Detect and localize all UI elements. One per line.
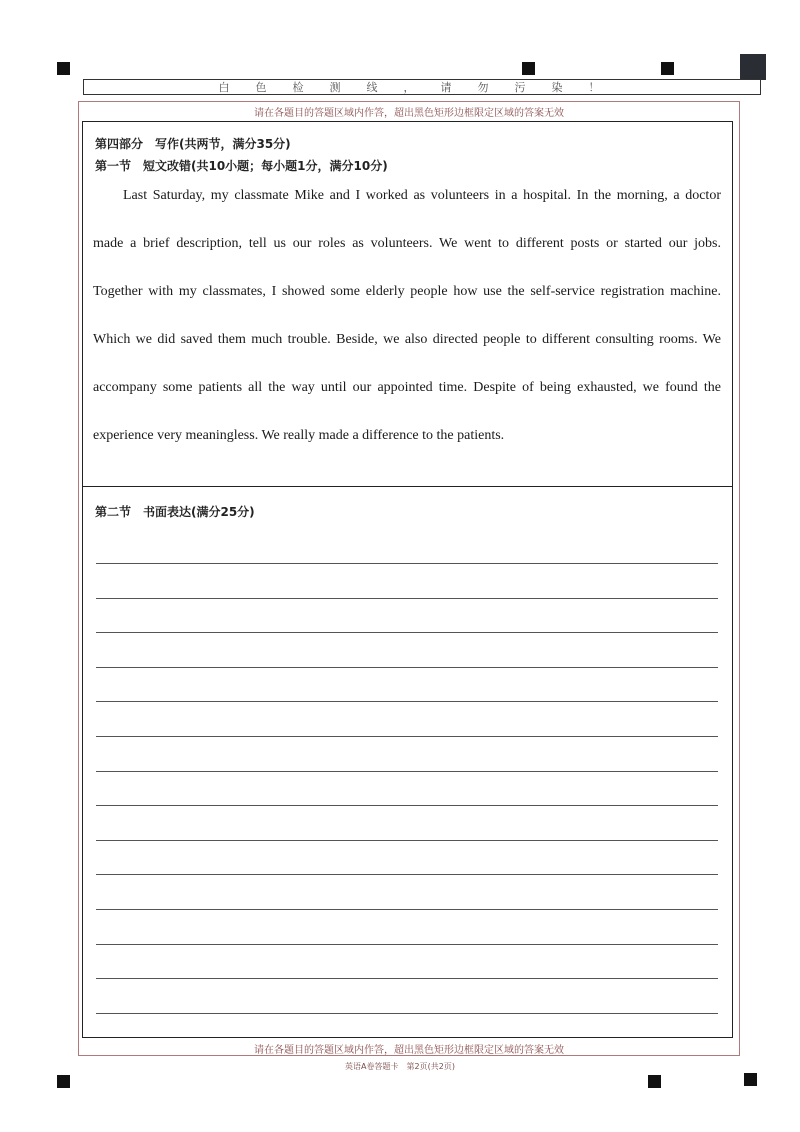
part-title: 第四部分 写作(共两节，满分35分) (95, 137, 291, 151)
registration-marker (740, 54, 766, 80)
writing-line[interactable] (96, 667, 718, 668)
section2-title: 第二节 书面表达(满分25分) (95, 505, 255, 519)
registration-marker (744, 1073, 757, 1086)
passage-line: experience very meaningless. We really made a difference to the patients. (93, 428, 505, 443)
passage-line: Which we did saved them much trouble. Beside, we also directed people to different consulting rooms. We (93, 332, 721, 347)
registration-marker (522, 62, 535, 75)
writing-line[interactable] (96, 944, 718, 945)
writing-line[interactable] (96, 701, 718, 702)
writing-line[interactable] (96, 978, 718, 979)
registration-marker (57, 1075, 70, 1088)
writing-line[interactable] (96, 563, 718, 564)
writing-line[interactable] (96, 632, 718, 633)
passage-line: Together with my classmates, I showed some elderly people how use the self-service registration machine. (93, 284, 721, 299)
writing-line[interactable] (96, 736, 718, 737)
answer-area-notice-bottom: 请在各题目的答题区域内作答，超出黑色矩形边框限定区域的答案无效 (254, 1045, 564, 1056)
writing-line[interactable] (96, 771, 718, 772)
page-footer: 英语A卷答题卡 第2页(共2页) (345, 1062, 455, 1071)
passage-line: made a brief description, tell us our roles as volunteers. We went to different posts or started our jobs. (93, 236, 721, 251)
passage-line: accompany some patients all the way until our appointed time. Despite of being exhausted, we found the (93, 380, 721, 395)
writing-line[interactable] (96, 805, 718, 806)
writing-line[interactable] (96, 840, 718, 841)
writing-line[interactable] (96, 598, 718, 599)
white-detection-line: 白色检测线，请勿污染！ (83, 79, 761, 95)
writing-line[interactable] (96, 874, 718, 875)
section1-title: 第一节 短文改错(共10小题；每小题1分，满分10分) (95, 159, 388, 173)
answer-area-notice-top: 请在各题目的答题区域内作答，超出黑色矩形边框限定区域的答案无效 (254, 108, 564, 119)
registration-marker (661, 62, 674, 75)
registration-marker (57, 62, 70, 75)
writing-box[interactable] (82, 486, 733, 1038)
writing-line[interactable] (96, 1013, 718, 1014)
passage-line: Last Saturday, my classmate Mike and I worked as volunteers in a hospital. In the morning, a doctor (123, 188, 721, 203)
writing-line[interactable] (96, 909, 718, 910)
registration-marker (648, 1075, 661, 1088)
